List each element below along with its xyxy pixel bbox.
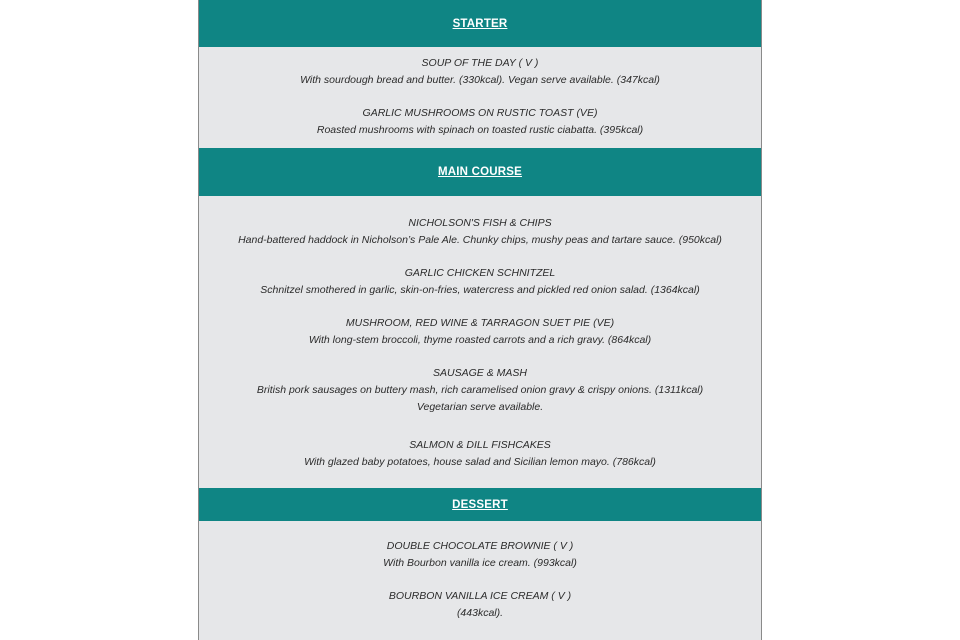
menu-item — [199, 55, 761, 89]
section-header-starter — [199, 0, 761, 47]
menu-item — [199, 538, 761, 572]
menu-item — [199, 437, 761, 471]
item-description: With Bourbon vanilla ice cream. (993kcal) — [383, 557, 577, 569]
menu-item — [199, 315, 761, 349]
menu-item — [199, 215, 761, 249]
section-header-main-course — [199, 148, 761, 196]
item-name: SAUSAGE & MASH — [433, 367, 527, 379]
menu-item — [199, 365, 761, 416]
item-name: NICHOLSON'S FISH & CHIPS — [408, 217, 552, 229]
menu-panel — [198, 0, 762, 640]
section-title: DESSERT — [452, 498, 508, 511]
item-name: GARLIC CHICKEN SCHNITZEL — [404, 267, 556, 279]
section-title: MAIN COURSE — [438, 166, 522, 178]
item-description: British pork sausages on buttery mash, rich caramelised onion gravy & crispy onions. (1311kcal) — [256, 384, 704, 396]
item-description: Roasted mushrooms with spinach on toasted rustic ciabatta. (395kcal) — [316, 124, 644, 136]
item-name: GARLIC MUSHROOMS ON RUSTIC TOAST (VE) — [362, 107, 598, 119]
menu-item — [199, 105, 761, 139]
menu-item — [199, 588, 761, 622]
item-name: SALMON & DILL FISHCAKES — [409, 439, 551, 451]
item-name: SOUP OF THE DAY ( V ) — [421, 57, 539, 69]
item-description: Schnitzel smothered in garlic, skin-on-fries, watercress and pickled red onion salad. (1364kcal) — [260, 284, 700, 296]
item-name: MUSHROOM, RED WINE & TARRAGON SUET PIE (VE) — [345, 317, 615, 329]
item-description: (443kcal). — [456, 607, 504, 619]
item-note: Vegetarian serve available. — [416, 401, 544, 413]
item-description: With sourdough bread and butter. (330kcal). Vegan serve available. (347kcal) — [300, 74, 660, 86]
item-name: DOUBLE CHOCOLATE BROWNIE ( V ) — [386, 540, 574, 552]
section-title: STARTER — [452, 17, 508, 30]
section-header-dessert — [199, 488, 761, 521]
menu-item — [199, 265, 761, 299]
item-description: With long-stem broccoli, thyme roasted carrots and a rich gravy. (864kcal) — [308, 334, 652, 346]
item-name: BOURBON VANILLA ICE CREAM ( V ) — [388, 590, 572, 602]
item-description: With glazed baby potatoes, house salad and Sicilian lemon mayo. (786kcal) — [304, 456, 656, 468]
item-description: Hand-battered haddock in Nicholson’s Pale Ale. Chunky chips, mushy peas and tartare sauce. (950kcal) — [238, 234, 722, 246]
